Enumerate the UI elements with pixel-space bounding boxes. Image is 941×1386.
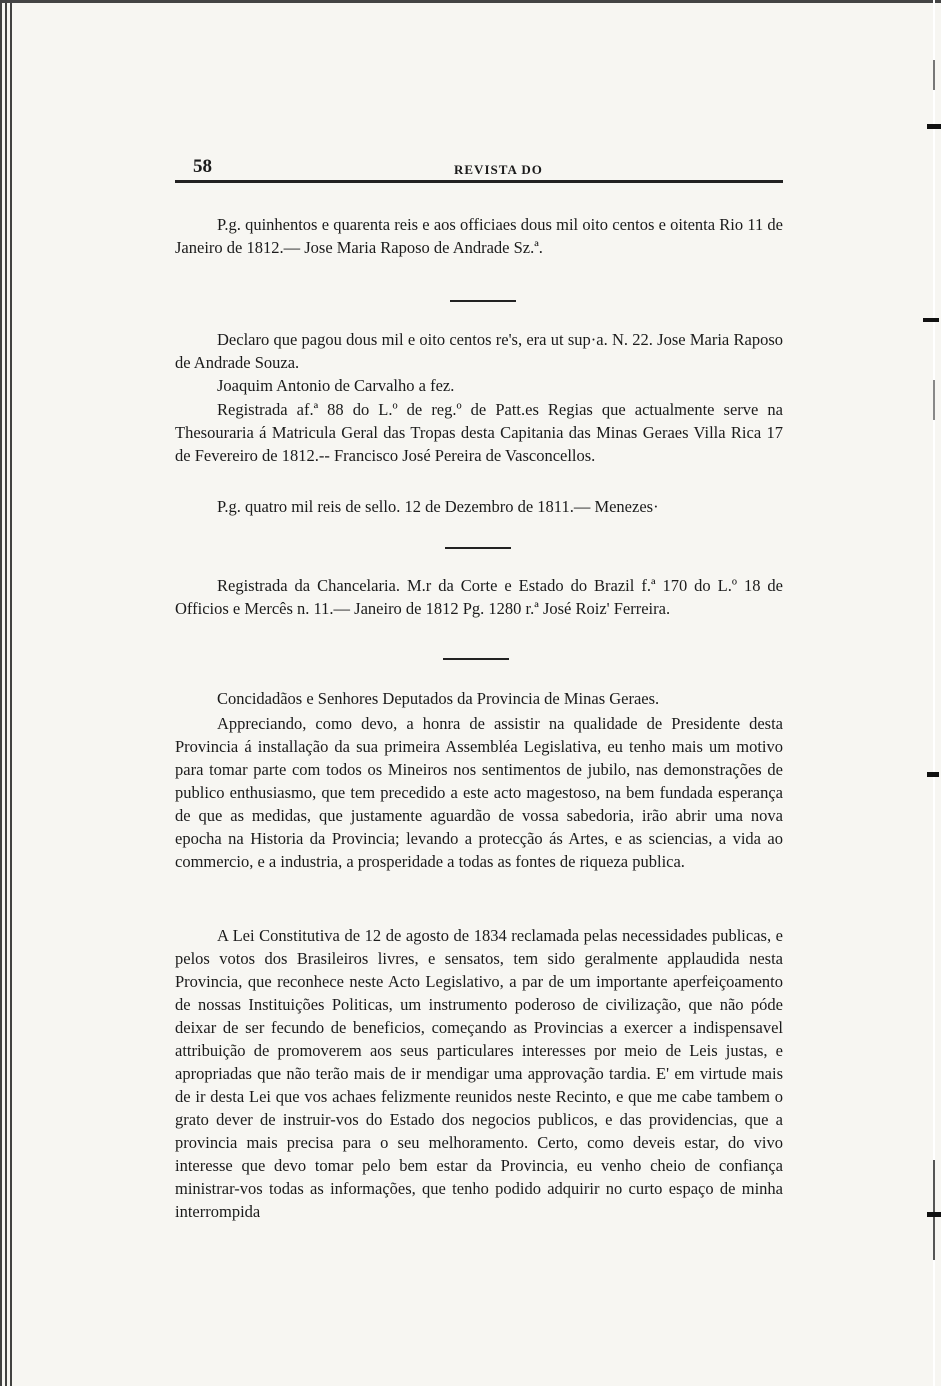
running-title: REVISTA DO — [454, 162, 543, 177]
scan-mark — [923, 318, 939, 322]
page-edge-right — [933, 0, 935, 1386]
scan-mark — [927, 1212, 941, 1217]
page-edge-left — [0, 0, 14, 1386]
page-number: 58 — [193, 156, 212, 177]
paragraph: A Lei Constitutiva de 12 de agosto de 1834 reclamada pelas necessidades publicas, e pelos votos dos Brasileiros livres, e sensatos, tem sido geralmente applaudida nesta Provincia, que reconhece neste Acto Legislativo, a par de um importante aperfeiçoamento de nossas Instituições Politicas, um instrumento poderoso de civilização, que não póde deixar de ser fecundo de beneficios, começando as Provincias a exercer a indispensavel attribuição de promoverem aos seus particulares interesses por meio de Leis justas, e apropriadas que não terão mais de ir mendigar uma approvação tardia. E' em virtude mais de ir desta Lei que vos achaes felizmente reunidos neste Recinto, e que me cabe tambem o grato dever de instruir-vos do Estado dos negocios publicos, e das providencias, que a provincia mais precisa para o seu melhoramento. Certo, como deveis estar, do vivo interesse que devo tomar pelo bem estar da Provincia, eu venho cheio de confiança ministrar-vos todas as informações, que tenho podido adquirir no curto espaço de minha interrompida — [175, 926, 783, 1221]
paragraph: P.g. quinhentos e quarenta reis e aos officiaes dous mil oito centos e oitenta Rio 11 de Janeiro de 1812.— Jose Maria Raposo de Andrade Sz.ª. — [175, 215, 783, 257]
section-divider — [443, 658, 509, 660]
paragraph: Declaro que pagou dous mil e oito centos re's, era ut sup·a. N. 22. Jose Maria Raposo de Andrade Souza. — [175, 330, 783, 372]
page-header — [175, 150, 783, 183]
paragraph: Registrada da Chancelaria. M.r da Corte e Estado do Brazil f.ª 170 do L.º 18 de Officios e Mercês n. 11.— Janeiro de 1812 Pg. 1280 r.ª José Roiz' Ferreira. — [175, 576, 783, 618]
paragraph: Registrada af.ª 88 do L.º de reg.º de Patt.es Regias que actualmente serve na Thesouraria á Matricula Geral das Tropas desta Capitania das Minas Geraes Villa Rica 17 de Fevereiro de 1812.-- Francisco José Pereira de Vasconcellos. — [175, 400, 783, 465]
scan-mark — [927, 772, 939, 777]
section-divider — [445, 547, 511, 549]
address-heading: Concidadãos e Senhores Deputados da Provincia de Minas Geraes. — [217, 689, 660, 708]
paragraph: Appreciando, como devo, a honra de assistir na qualidade de Presidente desta Provincia á installação da sua primeira Assembléa Legislativa, eu tenho mais um motivo para tomar parte com todos os Mineiros nos sentimentos de jubilo, nas demonstrações de publico enthusiasmo, que tem precedido a este acto magestoso, na bem fundada esperança de que as medidas, que justamente aguardão de vossa sabedoria, irão abrir uma nova epocha na Historia da Provincia; levando a protecção ás Artes, e as sciencias, a vida ao commercio, e a industria, a prosperidade a todas as fontes de riqueza publica. — [175, 714, 783, 871]
page-edge-top — [0, 0, 941, 3]
scan-mark — [927, 124, 941, 129]
paragraph: P.g. quatro mil reis de sello. 12 de Dezembro de 1811.— Menezes· — [217, 497, 659, 516]
section-divider — [450, 300, 516, 302]
book-page — [175, 150, 783, 1221]
paragraph: Joaquim Antonio de Carvalho a fez. — [217, 376, 455, 395]
